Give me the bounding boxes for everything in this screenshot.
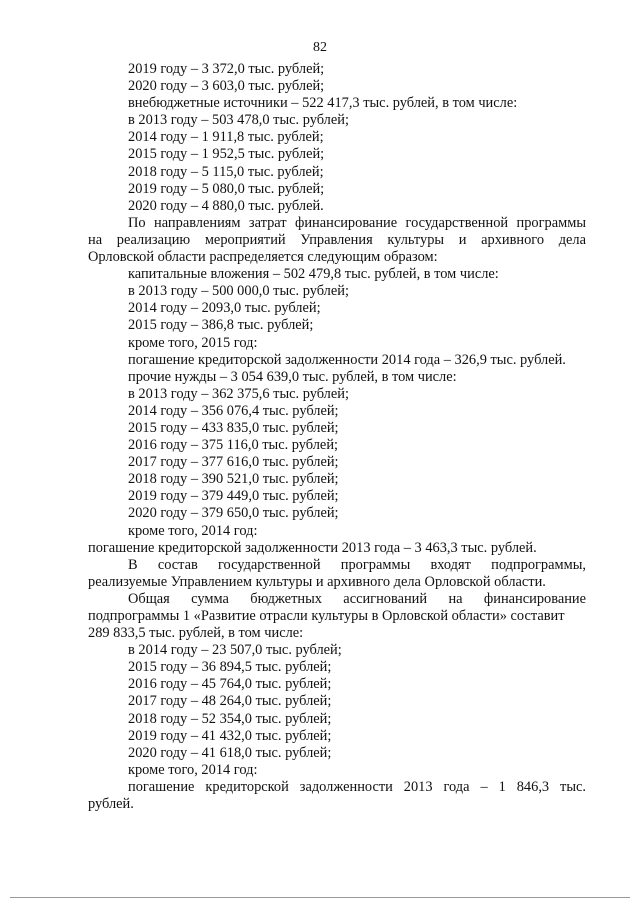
- text-line: погашение кредиторской задолженности 2014 года – 326,9 тыс. рублей.: [128, 351, 566, 368]
- bottom-rule: [10, 897, 630, 898]
- text-line: 2015 году – 386,8 тыс. рублей;: [128, 317, 314, 334]
- text-line: 2015 году – 433 835,0 тыс. рублей;: [128, 419, 339, 436]
- text-line: 2020 году – 379 650,0 тыс. рублей;: [128, 505, 339, 522]
- text-line: на реализацию мероприятий Управления культуры и архивного дела: [88, 231, 586, 248]
- text-line: 2019 году – 3 372,0 тыс. рублей;: [128, 61, 325, 77]
- text-line: Орловской области распределяется следующим образом:: [88, 249, 438, 266]
- text-line: кроме того, 2014 год:: [128, 761, 258, 778]
- text-line: реализуемые Управлением культуры и архивного дела Орловской области.: [88, 573, 546, 590]
- text-line: 2018 году – 5 115,0 тыс. рублей;: [128, 163, 324, 180]
- text-line: 2014 году – 2093,0 тыс. рублей;: [128, 300, 321, 317]
- text-line: 2020 году – 41 618,0 тыс. рублей;: [128, 744, 332, 761]
- text-line: подпрограммы 1 «Развитие отрасли культуры в Орловской области» составит: [88, 608, 565, 624]
- text-line: 2019 году – 5 080,0 тыс. рублей;: [128, 180, 325, 197]
- text-line: 2019 году – 379 449,0 тыс. рублей;: [128, 488, 339, 505]
- text-line: 2016 году – 45 764,0 тыс. рублей;: [128, 676, 332, 693]
- text-line: 2017 году – 48 264,0 тыс. рублей;: [128, 693, 332, 710]
- text-line: погашение кредиторской задолженности 2013 года – 1 846,3 тыс.: [128, 778, 586, 795]
- text-line: Общая сумма бюджетных ассигнований на финансирование: [128, 590, 586, 607]
- text-line: кроме того, 2015 год:: [128, 334, 258, 351]
- text-line: в 2013 году – 503 478,0 тыс. рублей;: [128, 112, 349, 129]
- text-line: 2015 году – 1 952,5 тыс. рублей;: [128, 146, 325, 163]
- text-line: 2014 году – 1 911,8 тыс. рублей;: [128, 129, 324, 146]
- text-line: прочие нужды – 3 054 639,0 тыс. рублей, в том числе:: [128, 368, 457, 385]
- text-line: 2014 году – 356 076,4 тыс. рублей;: [128, 402, 339, 419]
- text-line: 2020 году – 4 880,0 тыс. рублей.: [128, 197, 324, 214]
- text-line: 2015 году – 36 894,5 тыс. рублей;: [128, 659, 332, 676]
- text-line: в 2013 году – 362 375,6 тыс. рублей;: [128, 385, 349, 402]
- text-line: в 2014 году – 23 507,0 тыс. рублей;: [128, 642, 342, 659]
- text-line: 2017 году – 377 616,0 тыс. рублей;: [128, 454, 339, 471]
- text-line: В состав государственной программы входят подпрограммы,: [128, 556, 586, 573]
- text-line: капитальные вложения – 502 479,8 тыс. рублей, в том числе:: [128, 266, 499, 283]
- document-body: [88, 61, 586, 813]
- text-line: 289 833,5 тыс. рублей, в том числе:: [88, 625, 304, 642]
- text-line: рублей.: [88, 796, 134, 813]
- text-line: 2020 году – 3 603,0 тыс. рублей;: [128, 78, 325, 95]
- text-line: погашение кредиторской задолженности 2013 года – 3 463,3 тыс. рублей.: [88, 539, 537, 556]
- text-line: в 2013 году – 500 000,0 тыс. рублей;: [128, 283, 349, 300]
- text-line: внебюджетные источники – 522 417,3 тыс. рублей, в том числе:: [128, 95, 518, 112]
- text-line: 2018 году – 52 354,0 тыс. рублей;: [128, 710, 332, 727]
- text-line: 2016 году – 375 116,0 тыс. рублей;: [128, 437, 339, 454]
- text-line: 2019 году – 41 432,0 тыс. рублей;: [128, 727, 332, 744]
- text-line: По направлениям затрат финансирование государственной программы: [128, 214, 586, 231]
- text-line: 2018 году – 390 521,0 тыс. рублей;: [128, 471, 339, 488]
- page-number: 82: [313, 40, 327, 55]
- text-line: кроме того, 2014 год:: [128, 522, 258, 539]
